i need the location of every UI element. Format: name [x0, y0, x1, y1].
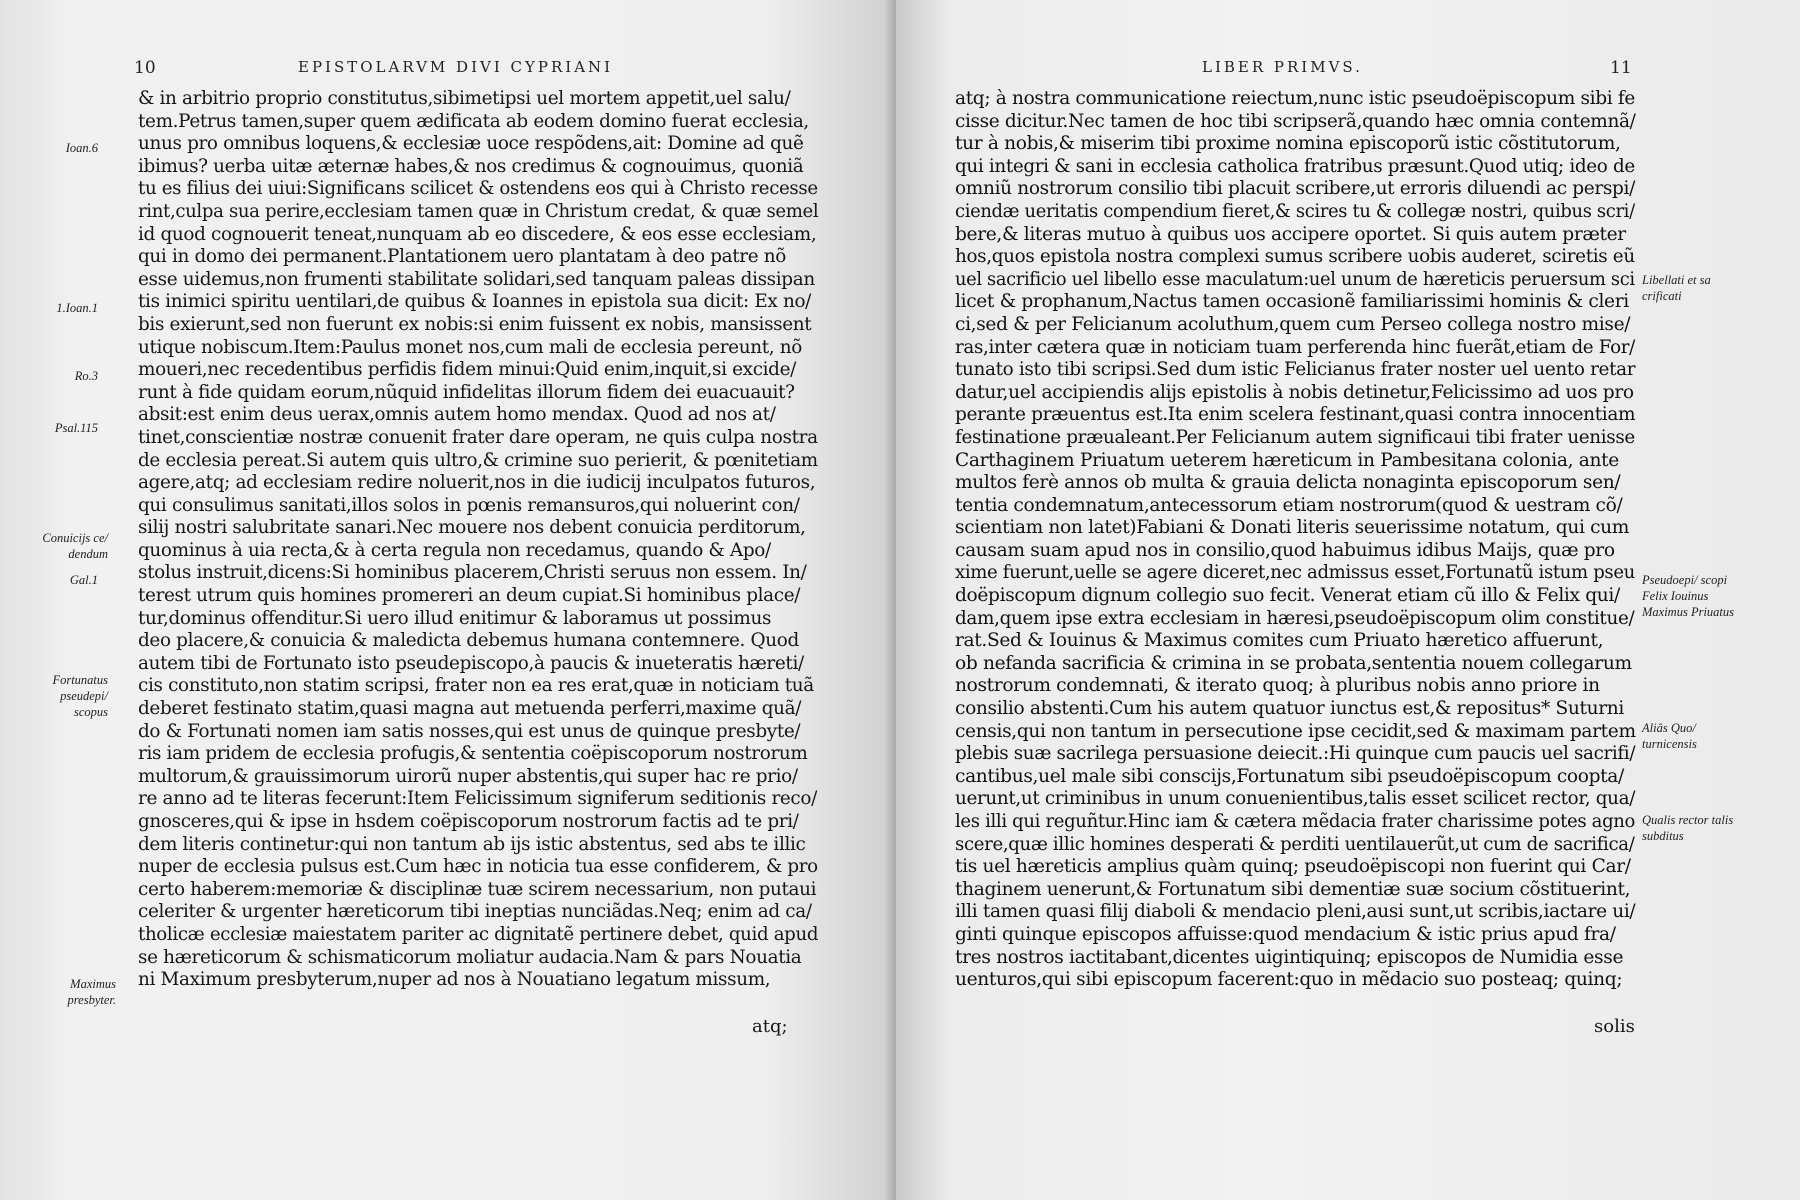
text-line: utique nobiscum.Item:Paulus monet nos,cum mali de ecclesia pereunt, nõ	[138, 336, 802, 358]
text-block	[955, 88, 1635, 992]
text-line: de ecclesia pereat.Si autem quis ultro,& crimine suo perierit, & pœnitetiam	[138, 449, 818, 471]
marginal-note: Conuicijs ce/ dendum	[42, 531, 108, 561]
text-line: omniũ nostrorum consilio tibi placuit scribere,ut erroris diluendi ac perspi/	[955, 178, 1636, 200]
text-line: tholicæ ecclesiæ maiestatem pariter ac dignitatẽ pertinere debet, quid apud	[138, 923, 819, 945]
text-line: qui integri & sani in ecclesia catholica fratribus præsunt.Quod utiq; ideo de	[955, 155, 1635, 177]
marginal-note: Pseudoepi/ scopi Felix Iouinus Maximus Priuatus	[1642, 573, 1735, 619]
text-line: xime fuerunt,uelle se agere diceret,nec admissus esset,Fortunatũ istum pseu	[955, 562, 1635, 584]
text-line: multos ferè annos ob multa & grauia delicta nonaginta episcoporum sen/	[955, 472, 1621, 494]
text-line: & in arbitrio proprio constitutus,sibimetipsi uel mortem appetit,uel salu/	[138, 88, 791, 109]
text-line: ibimus? uerba uitæ æternæ habes,& nos credimus & cognouimus, quoniã	[138, 155, 804, 177]
text-line: ginti quinque episcopos affuisse:quod mendacium & istic prius apud fra/	[955, 923, 1616, 945]
text-line: cis constituto,non statim scripsi, frater non ea res erat,quæ in noticiam tuã	[138, 675, 814, 697]
text-line: tentia condemnatum,antecessorum etiam nostrorum(quod & uestram cõ/	[955, 494, 1623, 516]
text-line: agere,atq; ad ecclesiam redire noluerit,nos in die iudicij inculpatos futuros,	[138, 472, 816, 494]
text-line: absit:est enim deus uerax,omnis autem homo mendax. Quod ad nos at/	[138, 404, 776, 426]
running-head: EPISTOLARVM DIVI CYPRIANI	[298, 58, 614, 76]
marginal-note: Aliâs Quo/ turnicensis	[1642, 721, 1697, 751]
text-line: se hæreticorum & schismaticorum moliatur audacia.Nam & pars Nouatia	[138, 946, 802, 968]
text-line: nuper de ecclesia pulsus est.Cum hæc in noticia tua esse confiderem, & pro	[138, 856, 818, 878]
text-line: tunato isto tibi scripsi.Sed dum istic Felicianus frater noster uel uento retar	[955, 359, 1636, 381]
text-line: bere,& literas mutuo à quibus uos accipere oportet. Si quis autem præter	[955, 223, 1626, 245]
marginal-note: Qualis rector talis subditus	[1642, 813, 1734, 843]
text-line: rint,culpa sua perire,ecclesiam tamen quæ in Christum credat, & quæ semel	[138, 200, 819, 222]
catchword: solis	[1594, 1016, 1635, 1037]
right-page	[896, 0, 1800, 1200]
text-line: gnosceres,qui & ipse in hsdem coëpiscoporum nostrorum factis ad te pri/	[138, 811, 799, 832]
left-page	[0, 0, 896, 1200]
text-line: autem tibi de Fortunato isto pseudepiscopo,à paucis & inueteratis hæreti/	[138, 652, 804, 674]
marginal-note: Psal.115	[54, 421, 98, 435]
marginal-note: Ro.3	[74, 369, 98, 383]
text-line: ni Maximum presbyterum,nuper ad nos à Nouatiano legatum missum,	[138, 969, 771, 991]
text-line: multorum,& grauissimorum uirorũ nuper abstentis,qui super hac re prio/	[138, 765, 798, 787]
text-line: tu es filius dei uiui:Significans scilicet & ostendens eos qui à Christo recesse	[138, 178, 818, 200]
text-line: ris iam pridem de ecclesia profugis,& sententia coëpiscoporum nostrorum	[138, 743, 808, 765]
text-line: tis inimici spiritu uentilari,de quibus & Ioannes in epistola sua dicit: Ex no/	[138, 291, 812, 313]
text-line: id quod cognouerit teneat,nunquam ab eo discedere, & eos esse ecclesiam,	[138, 223, 817, 245]
marginal-note: Ioan.6	[65, 141, 98, 155]
text-line: tur,dominus offenditur.Si uero illud enitimur & laboramus ut possimus	[138, 607, 772, 629]
running-head: LIBER PRIMVS.	[1202, 58, 1363, 76]
text-line: ciendæ ueritatis compendium fieret,& scires tu & collegæ nostri, quibus scri/	[955, 200, 1635, 222]
text-line: censis,qui non tantum in persecutione ipse cecidit,sed & maximam partem	[955, 720, 1636, 742]
text-line: celeriter & urgenter hæreticorum tibi ineptias nunciãdas.Neq; enim ad ca/	[138, 901, 812, 923]
text-line: les illi qui reguñtur.Hinc iam & cætera mẽdacia frater charissime potes agno	[955, 811, 1636, 832]
text-line: ob nefanda sacrificia & crimina in se probata,sententia nouem collegarum	[955, 652, 1632, 674]
text-line: deo placere,& conuicia & maledicta debemus humana contemnere. Quod	[138, 630, 799, 652]
text-line: Carthaginem Priuatum ueterem hæreticum in Pambesitana colonia, ante	[955, 449, 1619, 471]
text-line: silij nostri salubritate sanari.Nec mouere nos debent conuicia perditorum,	[138, 517, 806, 539]
text-line: perante præuentus est.Ita enim scelera festinant,quasi contra innocentiam	[955, 404, 1636, 426]
marginal-note: Gal.1	[69, 573, 98, 587]
text-line: nostrorum condemnati, & iterato quoq; à pluribus nobis anno priore in	[955, 675, 1600, 697]
text-line: hos,quos epistola nostra complexi sumus scribere uobis auderet, sciretis eũ	[955, 246, 1635, 268]
text-line: dam,quem ipse extra ecclesiam in hæresi,pseudoëpiscopum olim constitue/	[955, 607, 1635, 629]
marginal-note: Fortunatus pseudepi/ scopus	[52, 673, 108, 719]
text-line: uel sacrificio uel libello esse maculatum:uel unum de hæreticis peruersum sci	[955, 268, 1635, 290]
text-line: re anno ad te literas fecerunt:Item Felicissimum signiferum seditionis reco/	[138, 788, 817, 810]
text-line: ras,inter cætera quæ in noticiam tuam perferenda hinc fuerãt,etiam de For/	[955, 336, 1635, 358]
text-line: illi tamen quasi filij diaboli & mendacio pleni,ausi sunt,ut scribis,iactare ui/	[955, 901, 1636, 923]
text-line: tinet,conscientiæ nostræ conuenit frater dare operam, ne quis culpa nostra	[138, 426, 818, 448]
text-line: qui in domo dei permanent.Plantationem uero plantatam à deo patre nõ	[138, 246, 786, 268]
catchword: atq;	[752, 1016, 788, 1037]
text-line: tur à nobis,& miserim tibi proxime nomina episcoporũ istic cõstitutorum,	[955, 133, 1621, 155]
text-line: bis exierunt,sed non fuerunt ex nobis:si enim fuissent ex nobis, mansissent	[138, 313, 812, 335]
text-line: qui consulimus sanitati,illos solos in pœnis remansuros,qui noluerint con/	[138, 494, 800, 516]
text-line: festinatione præualeant.Per Felicianum autem significaui tibi frater uenisse	[955, 426, 1635, 448]
text-line: stolus instruit,dicens:Si hominibus placerem,Christi seruus non essem. In/	[138, 562, 807, 584]
text-line: uerunt,ut criminibus in unum conuenientibus,talis esset scilicet rector, qua/	[955, 788, 1636, 810]
text-line: unus pro omnibus loquens,& ecclesiæ uoce respõdens,ait: Domine ad quẽ	[138, 133, 804, 155]
text-line: thaginem uenerunt,& Fortunatum sibi dementiæ suæ socium cõstituerint,	[955, 878, 1631, 900]
page-number: 11	[1610, 58, 1632, 78]
text-line: datur,uel accipiendis alijs epistolis à nobis detinetur,Felicissimo ad uos pro	[955, 381, 1634, 403]
text-line: plebis suæ sacrilega persuasione deiecit.:Hi quinque cum paucis uel sacrifi/	[955, 743, 1636, 765]
text-line: certo haberem:memoriæ & disciplinæ tuæ scirem necessarium, non putaui	[138, 878, 817, 900]
text-line: doëpiscopum dignum collegio suo fecit. Venerat etiam cũ illo & Felix qui/	[955, 585, 1620, 607]
text-block	[138, 88, 818, 992]
text-line: tem.Petrus tamen,super quem ædificata ab eodem domino fuerat ecclesia,	[138, 110, 809, 132]
text-line: tres nostros iactitabant,dicentes uigintiquinq; episcopos de Numidia esse	[955, 946, 1624, 968]
text-line: cisse dicitur.Nec tamen de hoc tibi scripserã,quando hæc omnia contemnã/	[955, 110, 1636, 132]
text-line: uenturos,qui sibi episcopum facerent:quo in mẽdacio suo posteaq; quinq;	[955, 969, 1623, 991]
text-line: moueri,nec recedentibus perfidis fidem minui:Quid enim,inquit,si excide/	[138, 359, 796, 381]
text-line: atq; à nostra communicatione reiectum,nunc istic pseudoëpiscopum sibi fe	[955, 88, 1636, 109]
text-line: tis uel hæreticis amplius quàm quinq; pseudoëpiscopi non fuerint qui Car/	[955, 856, 1631, 878]
text-line: terest utrum quis homines promereri an deum cupiat.Si hominibus place/	[138, 585, 801, 607]
text-line: consilio abstenti.Cum his autem quatuor iunctus est,& repositus* Suturni	[955, 698, 1625, 720]
page-number: 10	[134, 58, 156, 78]
text-line: runt à fide quidam eorum,nũquid infidelitas illorum fidem dei euacuauit?	[138, 381, 795, 403]
text-line: rat.Sed & Iouinus & Maximus comites cum Priuato hæretico affuerunt,	[955, 630, 1604, 652]
text-line: scientiam non latet)Fabiani & Donati literis seuerissime notatum, qui cum	[955, 517, 1630, 539]
text-line: deberet festinato statim,quasi magna aut metuenda perferri,maxime quã/	[138, 698, 802, 720]
marginal-note: 1.Ioan.1	[56, 301, 98, 315]
text-line: ci,sed & per Felicianum acoluthum,quem cum Perseo collega nostro mise/	[955, 313, 1631, 335]
text-line: licet & prophanum,Nactus tamen occasionẽ familiarissimi hominis & cleri	[955, 291, 1629, 313]
text-line: esse uidemus,non frumenti stabilitate solidari,sed tanquam paleas dissipan	[138, 268, 815, 290]
text-line: cantibus,uel male sibi conscijs,Fortunatum sibi pseudoëpiscopum coopta/	[955, 765, 1624, 787]
marginal-note: Maximus presbyter.	[67, 977, 116, 1007]
text-line: dem literis continetur:qui non tantum ab ijs istic abstentus, sed abs te illic	[138, 833, 806, 855]
text-line: causam suam apud nos in consilio,quod habuimus idibus Maijs, quæ pro	[955, 539, 1615, 561]
marginal-note: Libellati et sa crificati	[1642, 273, 1711, 303]
text-line: scere,quæ illic homines desperati & perditi uentilauerũt,ut cum de sacrifica/	[955, 833, 1635, 855]
text-line: do & Fortunati nomen iam satis nosses,qui est unus de quinque presbyte/	[138, 720, 801, 742]
text-line: quominus à uia recta,& à certa regula non recedamus, quando & Apo/	[138, 539, 771, 561]
